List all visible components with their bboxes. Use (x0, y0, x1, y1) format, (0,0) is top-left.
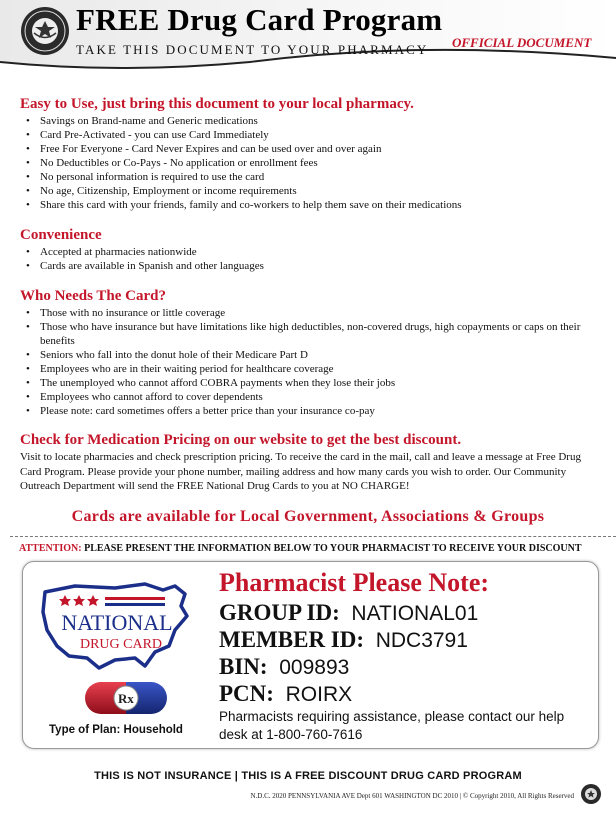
section-pricing (20, 431, 600, 494)
list-item: • Please note: card sometimes offers a better price than your insurance co-pay (40, 404, 600, 418)
list-item: • No Deductibles or Co-Pays - No application or enrollment fees (40, 156, 600, 170)
cards-available-banner: Cards are available for Local Government, Associations & Groups (71, 508, 545, 525)
group-id-row (219, 601, 478, 626)
pharmacist-help-text: Pharmacists requiring assistance, please contact our help desk at 1-800-760-7616 (219, 709, 565, 742)
bin-row (219, 655, 349, 680)
attention-notice (19, 543, 582, 554)
list-item: • No personal information is required to use the card (40, 170, 600, 184)
list-item: • Free For Everyone - Card Never Expires and can be used over and over again (40, 142, 600, 156)
bin-label: BIN: (219, 654, 268, 679)
plan-type: Type of Plan: Household (49, 724, 183, 736)
list-item: • Cards are available in Spanish and other languages (40, 259, 600, 273)
list-item: • Employees who are in their waiting period for healthcare coverage (40, 362, 600, 376)
list-item: • Those with no insurance or little coverage (40, 306, 600, 320)
attention-label: ATTENTION: (19, 543, 82, 554)
section-convenience (20, 226, 600, 273)
drug-card (22, 561, 599, 749)
bullet-list (20, 306, 600, 418)
document-header (0, 0, 616, 70)
seal-icon (20, 6, 70, 56)
official-document-label: OFFICIAL DOCUMENT (452, 35, 592, 50)
attention-text: PLEASE PRESENT THE INFORMATION BELOW TO YOUR PHARMACIST TO RECEIVE YOUR DISCOUNT (84, 543, 582, 554)
group-id-value: NATIONAL01 (351, 602, 479, 625)
list-item: • Employees who cannot afford to cover dependents (40, 390, 600, 404)
member-id-label: MEMBER ID: (219, 627, 365, 652)
section-heading: Check for Medication Pricing on our website to get the best discount. (20, 432, 462, 448)
member-id-row (219, 628, 468, 653)
bullet-list (20, 245, 600, 273)
cut-line-divider (10, 536, 616, 537)
section-easy-to-use (20, 95, 600, 212)
footer-address: N.D.C. 2020 PENNSYLVANIA AVE Dept 601 WASHINGTON DC 2010 | © Copyright 2010, All Rights Reserved (250, 792, 574, 800)
logo-line-national: NATIONAL (61, 610, 173, 635)
list-item: • Savings on Brand-name and Generic medications (40, 114, 600, 128)
section-who-needs-card (20, 287, 600, 418)
pricing-paragraph: Visit to locate pharmacies and check prescription pricing. To receive the card in the mail, call and leave a message at Free Drug Card Program. Please provide your phone number, mailing address and how many cards you wish to order. Our Community Outreach Department will send the FREE National Drug Cards to you at NO CHARGE! (20, 451, 581, 492)
pcn-row (219, 682, 352, 707)
list-item: • Those who have insurance but have limitations like high deductibles, non-covered drugs, high copayments or caps on their benefits (40, 320, 600, 348)
rx-symbol: Rx (118, 691, 134, 706)
list-item: • No age, Citizenship, Employment or income requirements (40, 184, 600, 198)
section-heading: Convenience (20, 227, 102, 243)
page-title: FREE Drug Card Program (76, 2, 443, 37)
section-heading: Who Needs The Card? (20, 288, 166, 304)
small-seal-icon (580, 783, 602, 805)
bin-value: 009893 (279, 656, 350, 679)
list-item: • Share this card with your friends, family and co-workers to help them save on their medications (40, 198, 600, 212)
list-item: • Accepted at pharmacies nationwide (40, 245, 600, 259)
national-drug-card-logo-icon (35, 572, 197, 680)
pharmacist-note-title: Pharmacist Please Note: (219, 568, 490, 597)
page-subtitle: TAKE THIS DOCUMENT TO YOUR PHARMACY (76, 42, 429, 57)
footer-disclaimer: THIS IS NOT INSURANCE | THIS IS A FREE DISCOUNT DRUG CARD PROGRAM (94, 770, 522, 782)
group-id-label: GROUP ID: (219, 600, 340, 625)
logo-line-drug-card: DRUG CARD (79, 637, 163, 652)
pcn-label: PCN: (219, 681, 274, 706)
pcn-value: ROIRX (285, 683, 353, 706)
list-item: • The unemployed who cannot afford COBRA payments when they lose their jobs (40, 376, 600, 390)
list-item: • Seniors who fall into the donut hole of their Medicare Part D (40, 348, 600, 362)
bullet-list (20, 114, 600, 212)
member-id-value: NDC3791 (375, 629, 468, 652)
rx-pill-icon (83, 680, 169, 716)
section-heading: Easy to Use, just bring this document to your local pharmacy. (20, 96, 414, 112)
list-item: • Card Pre-Activated - you can use Card Immediately (40, 128, 600, 142)
